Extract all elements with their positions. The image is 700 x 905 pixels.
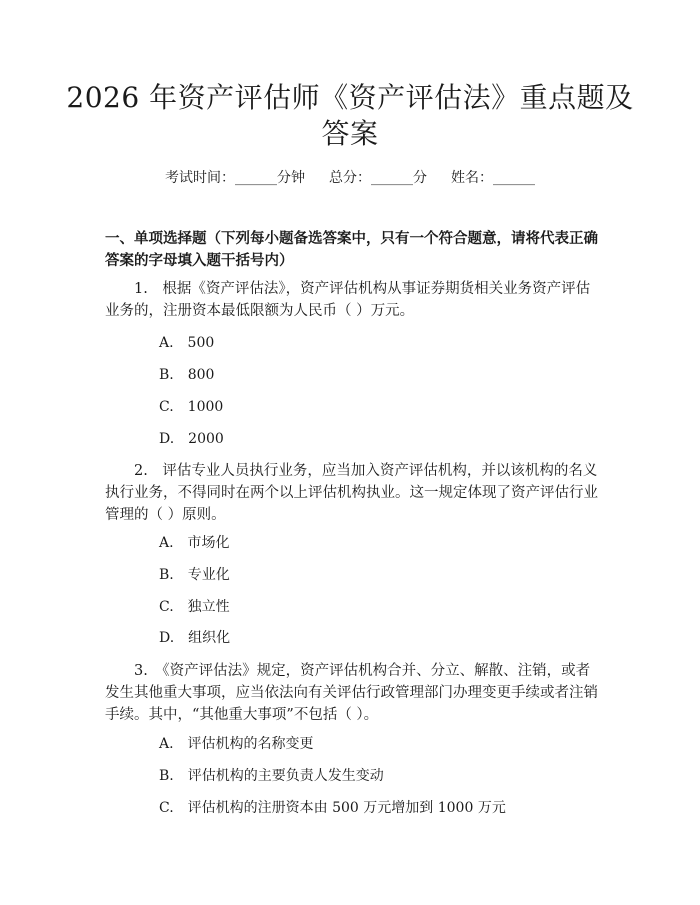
question-2-stem: 2. 评估专业人员执行业务，应当加入资产评估机构，并以该机构的名义执行业务，不得同时在两个以上评估机构执业。这一规定体现了资产评估行业管理的（ ）原则。 [105,463,598,523]
question-1-stem: 1. 根据《资产评估法》，资产评估机构从事证券期货相关业务资产评估业务的，注册资本最低限额为人民币（ ）万元。 [105,281,591,319]
document-title: 2026 年资产评估师《资产评估法》重点题及答案 [66,81,634,150]
question-2-option-d: D. 组织化 [159,630,231,646]
question-1-option-b: B. 800 [159,367,215,383]
name-label: 姓名：______ [451,170,535,186]
question-1-option-a: A. 500 [159,335,215,351]
question-2-option-a: A. 市场化 [159,535,230,551]
exam-meta [0,169,700,187]
exam-time-label: 考试时间：______分钟 [165,170,305,186]
question-1-option-c: C. 1000 [159,399,224,415]
question-2-option-b: B. 专业化 [159,567,230,583]
question-3-option-b: B. 评估机构的主要负责人发生变动 [159,768,384,784]
total-score-label: 总分：______分 [329,170,427,186]
question-1-option-d: D. 2000 [159,431,224,447]
question-2-option-c: C. 独立性 [159,599,230,615]
question-3-stem: 3. 《资产评估法》规定，资产评估机构合并、分立、解散、注销，或者发生其他重大事项，应当依法向有关评估行政管理部门办理变更手续或者注销手续。其中，“其他重大事项”不包括（ ）。 [105,663,598,723]
section-heading: 一、单项选择题（下列每小题备选答案中，只有一个符合题意，请将代表正确答案的字母填入题干括号内） [105,230,598,269]
question-3-option-a: A. 评估机构的名称变更 [159,736,314,752]
question-3-option-c: C. 评估机构的注册资本由 500 万元增加到 1000 万元 [159,800,506,816]
